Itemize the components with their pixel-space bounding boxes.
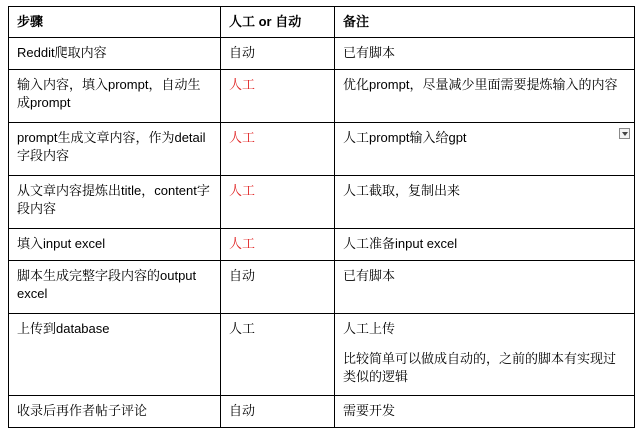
table-row [9, 229, 635, 261]
table-row [9, 38, 635, 70]
workflow-table [8, 6, 635, 428]
mode-cell: 自动 [221, 38, 335, 70]
note-cell [335, 123, 635, 176]
step-cell: 填入input excel [9, 229, 221, 261]
table-row [9, 123, 635, 176]
note-detail: 比较简单可以做成自动的，之前的脚本有实现过类似的逻辑 [343, 351, 617, 384]
mode-cell: 人工 [221, 123, 335, 176]
table-row [9, 261, 635, 314]
mode-cell: 人工 [221, 176, 335, 229]
step-cell: 从文章内容提炼出title，content字段内容 [9, 176, 221, 229]
header-note: 备注 [335, 7, 635, 38]
note-cell: 人工截取，复制出来 [335, 176, 635, 229]
mode-cell: 自动 [221, 396, 335, 428]
header-step: 步骤 [9, 7, 221, 38]
mode-cell: 自动 [221, 261, 335, 314]
note-cell: 已有脚本 [335, 38, 635, 70]
step-cell: Reddit爬取内容 [9, 38, 221, 70]
table-row [9, 396, 635, 428]
note-cell [335, 314, 635, 396]
step-cell: 收录后再作者帖子评论 [9, 396, 221, 428]
note-text: 人工上传 [343, 321, 396, 336]
step-cell: prompt生成文章内容，作为detail字段内容 [9, 123, 221, 176]
note-cell: 优化prompt，尽量减少里面需要提炼输入的内容 [335, 70, 635, 123]
mode-cell: 人工 [221, 229, 335, 261]
mode-cell: 人工 [221, 314, 335, 396]
dropdown-arrow-icon[interactable] [619, 128, 630, 139]
note-cell: 需要开发 [335, 396, 635, 428]
note-text: 人工prompt输入给gpt [343, 130, 467, 145]
mode-cell: 人工 [221, 70, 335, 123]
table-row [9, 314, 635, 396]
step-cell: 脚本生成完整字段内容的output excel [9, 261, 221, 314]
header-mode: 人工 or 自动 [221, 7, 335, 38]
header-row [9, 7, 635, 38]
table-row [9, 176, 635, 229]
note-cell: 已有脚本 [335, 261, 635, 314]
step-cell: 上传到database [9, 314, 221, 396]
step-cell: 输入内容，填入prompt，自动生成prompt [9, 70, 221, 123]
note-cell: 人工准备input excel [335, 229, 635, 261]
table-row [9, 70, 635, 123]
